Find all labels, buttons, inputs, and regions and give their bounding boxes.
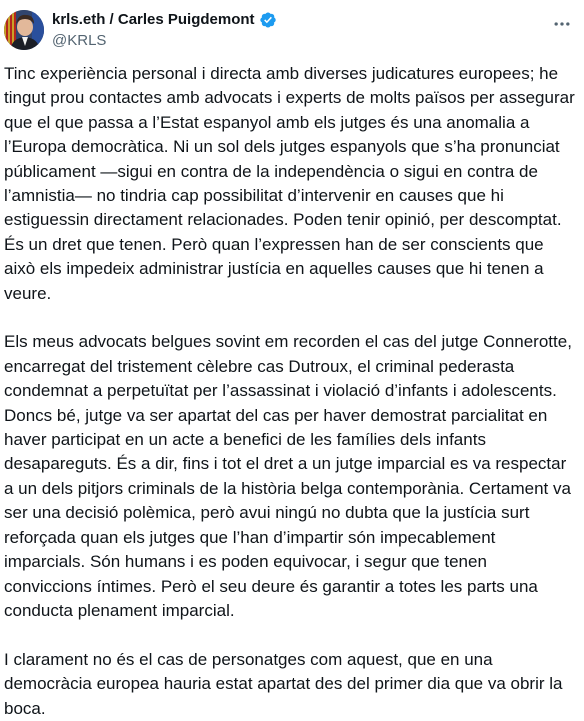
verified-badge-icon (259, 11, 277, 29)
avatar[interactable] (4, 10, 44, 50)
tweet-body (4, 62, 576, 721)
display-name[interactable]: krls.eth / Carles Puigdemont (52, 11, 255, 28)
author-identity (52, 10, 277, 51)
name-row (52, 10, 277, 30)
tweet-header (4, 6, 580, 54)
author-handle[interactable]: @KRLS (52, 32, 107, 49)
tweet-paragraph: I clarament no és el cas de personatges com aquest, que en una democràcia europea hauria estat apartat des del primer dia que va obrir la boca. (4, 649, 563, 718)
more-options-icon[interactable] (550, 12, 574, 36)
tweet-paragraph: Els meus advocats belgues sovint em recorden el cas del jutge Connerotte, encarregat del tristement cèlebre cas Dutroux, el criminal pederasta condemnat a perpetuïtat per l’assassinat i violació d’infants i adolescents. Doncs bé, jutge va ser apartat del cas per haver demostrat parcialitat en haver participat en un acte a benefici de les famílies dels infants desapareguts. És a dir, fins i tot el dret a un jutge imparcial es va respectar a un dels pitjors criminals de la història belga contemporània. Certament va ser una decisió polèmica, però avui ningú no dubta que la justícia surt reforçada quan els jutges que l’han d’impartir són impecablement imparcials. Són humans i es poden equivocar, i segur que tenen conviccions íntimes. Però el seu deure és garantir a totes les parts una conducta plenament imparcial. (4, 332, 572, 620)
avatar-image (4, 10, 44, 50)
tweet-paragraph: Tinc experiència personal i directa amb diverses judicatures europees; he tingut prou contactes amb advocats i experts de molts països per assegurar que el que passa a l’Estat espanyol amb els jutges és una anomalia a l’Europa democràtica. Ni un sol dels jutges espanyols que s’ha pronunciat públicament —sigui en contra de la independència o sigui en contra de l’amnistia— no tindria cap possibilitat d’intervenir en causes que hi estiguessin directament relacionades. Poden tenir opinió, per descomptat. És un dret que tenen. Però quan l’expressen han de ser conscients que això els impedeix administrar justícia en aquelles causes que hi tenen a veure. (4, 64, 575, 303)
